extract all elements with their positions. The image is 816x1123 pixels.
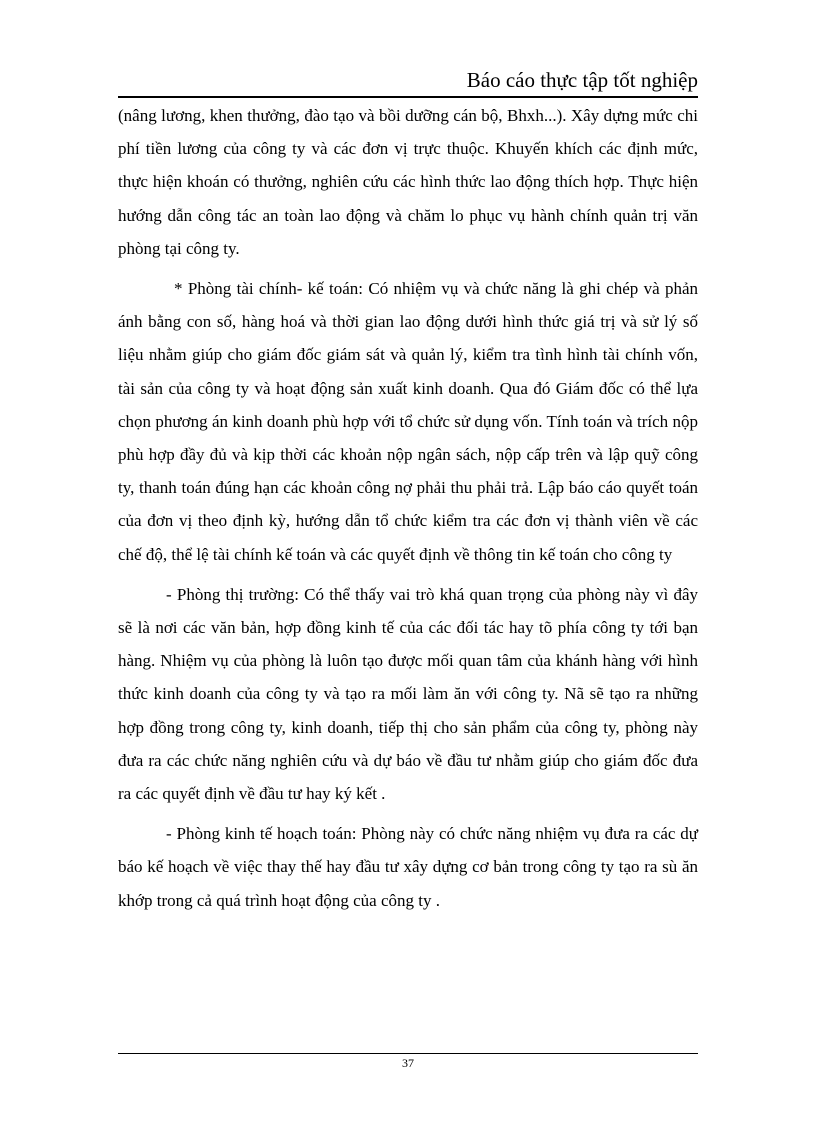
- paragraph-finance-accounting: * Phòng tài chính- kế toán: Có nhiệm vụ và chức năng là ghi chép và phản ánh bằng con số, hàng hoá và thời gian lao động dưới hình thức giá trị và sử lý số liệu nhằm giúp cho giám đốc giám sát và quản lý, kiểm tra tình hình tài chính vốn, tài sản của công ty và hoạt động sản xuất kinh doanh. Qua đó Giám đốc có thể lựa chọn phương án kinh doanh phù hợp với tổ chức sử dụng vốn. Tính toán và trích nộp phù hợp đầy đủ và kịp thời các khoản nộp ngân sách, nộp cấp trên và lập quỹ công ty, thanh toán đúng hạn các khoản công nợ phải thu phải trả. Lập báo cáo quyết toán của đơn vị theo định kỳ, hướng dẫn tổ chức kiểm tra các đơn vị thành viên về các chế độ, thể lệ tài chính kế toán và các quyết định về thông tin kế toán cho công ty: [118, 279, 698, 564]
- page-number: 37: [402, 1056, 414, 1070]
- paragraph-market-department: - Phòng thị trường: Có thể thấy vai trò khá quan trọng của phòng này vì đây sẽ là nơi các văn bản, hợp đồng kinh tế của các đối tác hay tõ phía công ty tới bạn hàng. Nhiệm vụ của phòng là luôn tạo được mối quan tâm của khánh hàng với hình thức kinh doanh của công ty và tạo ra mối làm ăn với công ty. Nã sẽ tạo ra những hợp đồng trong công ty, kinh doanh, tiếp thị cho sản phẩm của công ty, phòng này đưa ra các chức năng nghiên cứu và dự báo về đầu tư nhằm giúp cho giám đốc đưa ra các quyết định về đầu tư hay ký kết .: [118, 584, 698, 804]
- header-divider: [118, 96, 698, 98]
- paragraph-economic-planning: - Phòng kinh tế hoạch toán: Phòng này có chức năng nhiệm vụ đưa ra các dự báo kế hoạch về việc thay thế hay đầu tư xây dựng cơ bản trong công ty tạo ra sù ăn khớp trong cả quá trình hoạt động của công ty .: [118, 824, 698, 910]
- document-body: [118, 99, 698, 924]
- paragraph-continuation: (nâng lương, khen thưởng, đào tạo và bồi dưỡng cán bộ, Bhxh...). Xây dựng mức chi phí tiền lương của công ty và các đơn vị trực thuộc. Khuyến khích các định mức, thực hiện khoán có thưởng, nghiên cứu các hình thức lao động thích hợp. Thực hiện hướng dẫn công tác an toàn lao động và chăm lo phục vụ hành chính quản trị văn phòng tại công ty.: [118, 106, 698, 258]
- footer-divider: [118, 1053, 698, 1054]
- header-title: Báo cáo thực tập tốt nghiệp: [466, 68, 698, 92]
